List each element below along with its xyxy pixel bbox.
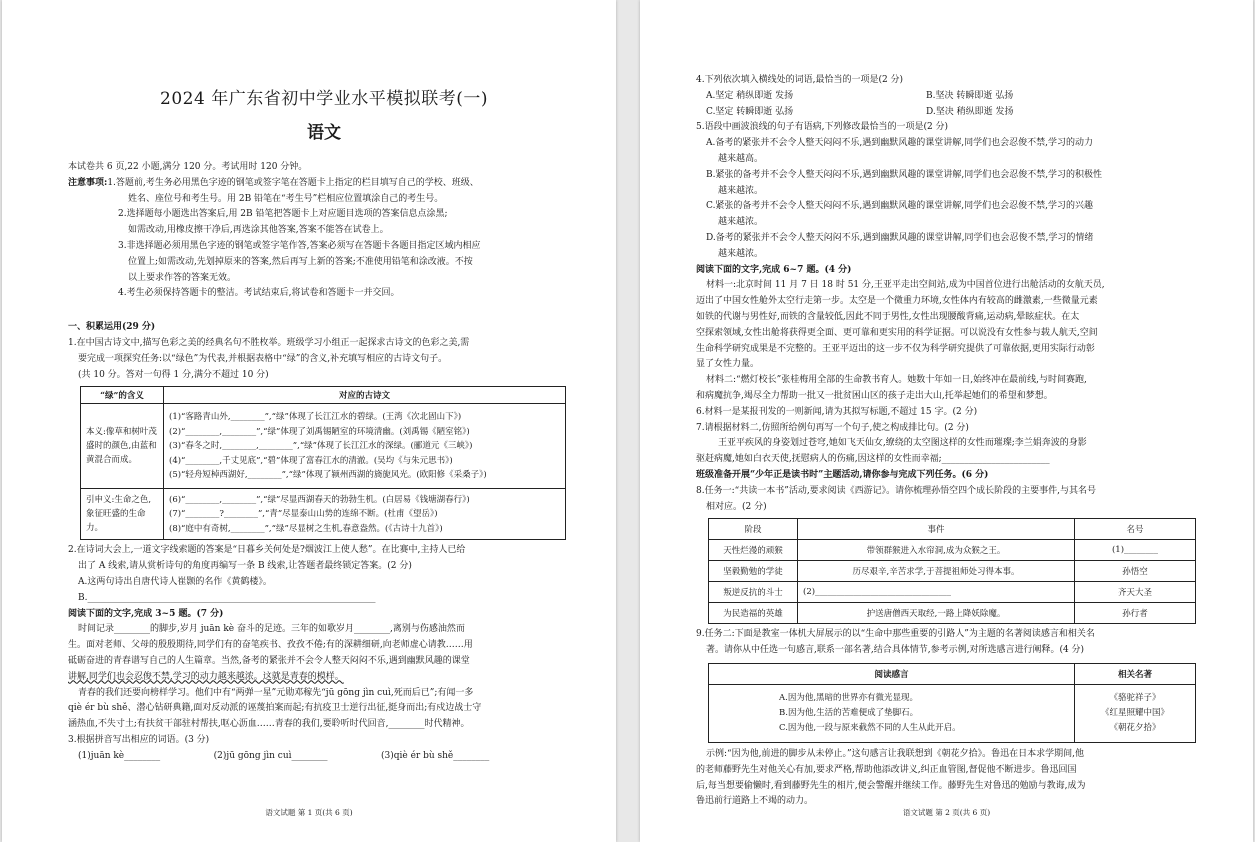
table-row: 为民造福的英雄 护送唐僧西天取经,一路上降妖除魔。 孙行者 [709, 603, 1196, 624]
example-line: 示例:“因为他,前进的脚步从未停止。”这句感言让我联想到《朝花夕拾》。鲁迅在日本求学期间,他 [706, 748, 1084, 759]
meaning-cell: 引申义:生命之色,象征旺盛的生命力。 [81, 489, 164, 540]
question-3: 3.根据拼音写出相应的词语。(3 分) [68, 734, 210, 745]
table-header: “绿”的含义 [81, 387, 164, 404]
passage-line: 涵热血,不失寸土;有扶贫干部驻村帮扶,呕心沥血……青春的我们,要聆听时代回音,________时代精神。 [68, 719, 470, 730]
material-1-line: 生命科学研究成果是不完整的。王亚平迈出的这一步不仅为科学研究提供了可靠依据,更用实际行动彰 [696, 343, 1095, 354]
q4-option-a[interactable]: A.坚定 稍纵即逝 发扬 [706, 90, 794, 101]
question-2-line: 出了 A 线索,请从赏析诗句的角度再编写一条 B 线索,让答题者最终锁定答案。(2 分) [78, 561, 412, 572]
q5-option-b[interactable]: B.紧张的备考并不会令人整天闷闷不乐,遇到幽默风趣的课堂讲解,同学们也会忍俊不禁,学习的积极性 [706, 169, 1103, 180]
section-heading: 一、积累运用(29 分) [68, 322, 156, 333]
poetry-line[interactable]: (8)“庭中有奇树,________”,“绿”尽显树之生机,春意盎然。(《古诗十九首》) [169, 523, 443, 534]
question-1: 1.在中国古诗文中,描写色彩之美的经典名句不胜枚举。班级学习小组正一起探求古诗文的色彩之美,需 [68, 337, 470, 348]
question-1-line: (共 10 分。答对一句得 1 分,满分不超过 10 分) [78, 369, 269, 380]
poetry-line[interactable]: (4)“________,千丈见底”,“碧”体现了富春江水的清澈。(吴均《与朱元思书》) [169, 455, 453, 466]
question-7: 7.请根据材料二,仿照所给例句再写一个句子,使之构成排比句。(2 分) [696, 422, 969, 433]
material-1-line: 迈出了中国女性舱外太空行走第一步。太空是一个微重力环境,女性体内有较高的雌激素,一些微量元素 [696, 296, 1098, 307]
question-9: 9.任务二:下面是教室一体机大屏展示的以“生命中那些重要的引路人”为主题的名著阅读感言和相关名 [696, 629, 1095, 640]
material-1-line: 显了女性力量。 [696, 359, 760, 370]
reading-title: 阅读下面的文字,完成 3~5 题。(7 分) [68, 608, 224, 619]
quotes-cell [709, 684, 1075, 742]
page-footer: 语文试题 第 2 页(共 6 页) [902, 808, 991, 817]
quote-b[interactable]: B.因为他,生活的苦难便成了垫脚石。 [779, 707, 919, 718]
poetry-line[interactable]: (3)“春冬之时,________,________”,“绿”体现了长江江水的深绿。(郦道元《三峡》) [169, 441, 473, 452]
notice-line: 位置上;如需改动,先划掉原来的答案,然后再写上新的答案;不准使用铅笔和涂改液。不按 [128, 256, 473, 267]
question-8-cont: 相对应。(2 分) [706, 501, 767, 512]
reflection-table [708, 663, 1196, 743]
material-2-line: 和病魔抗争,竭尽全力帮助一批又一批贫困山区的孩子走出大山,托举起她们的希望和梦想。 [696, 390, 1053, 401]
example-line: 的老师藤野先生对他关心有加,要求严格,帮助他添改讲义,纠正血管图,督促他不断进步。鲁迅回国 [696, 764, 1077, 775]
material-1-line: 空探索领域,女性出舱将获得更全面、更可靠和更实用的科学证据。可以说没有女性参与载人航天,空间 [696, 327, 1098, 338]
question-1-line: 要完成一项探究任务:以“绿色”为代表,并根据表格中“绿”的含义,补充填写相应的古诗文句子。 [78, 353, 448, 364]
exam-page-1 [2, 0, 616, 842]
intro-text: 本试卷共 6 页,22 小题,满分 120 分。考试用时 120 分钟。 [68, 162, 308, 172]
notice-line: 注意事项:1.答题前,考生务必用黑色字迹的钢笔或签字笔在答题卡上指定的栏目填写自己的学校、班级、 [68, 177, 479, 188]
q3-item[interactable]: (3)qiè ér bù shě________ [381, 750, 490, 761]
q4-option-d[interactable]: D.坚决 稍纵即逝 发扬 [926, 106, 1014, 117]
meaning-cell: 本义:像草和树叶茂盛时的颜色,由蓝和黄混合而成。 [81, 404, 164, 489]
poetry-line[interactable]: (6)“________,________”,“绿”尽显西湖春天的勃勃生机。(白居易《钱塘湖春行》) [169, 494, 470, 505]
poetry-line[interactable]: (1)“客路青山外,________”,“绿”体现了长江江水的碧绿。(王湾《次北固山下》) [169, 412, 462, 423]
table-row: 叛逆反抗的斗士 (2)________________________________ 齐天大圣 [709, 582, 1196, 603]
books-cell [1075, 684, 1196, 742]
question-6: 6.材料一是某报刊发的一则新闻,请为其拟写标题,不超过 15 字。(2 分) [696, 406, 978, 417]
notice-label: 注意事项: [68, 177, 108, 188]
notice-line: 4.考生必须保持答题卡的整洁。考试结束后,将试卷和答题卡一并交回。 [118, 288, 400, 299]
material-1-line: 材料一:北京时间 11 月 7 日 18 时 51 分,王亚平走出空间站,成为中国首位进行出舱活动的女航天员, [706, 280, 1105, 291]
quote-c[interactable]: C.因为他,一段与原来截然不同的人生从此开启。 [779, 722, 961, 733]
question-5: 5.语段中画波浪线的句子有语病,下列修改最恰当的一项是(2 分) [696, 122, 949, 133]
q5-option-line: 越来越浓。 [718, 248, 764, 259]
q5-option-d[interactable]: D.备考的紧张并不会令人整天闷闷不乐,遇到幽默风趣的课堂讲解,同学们也会忍俊不禁,学习的情绪 [706, 232, 1094, 243]
material-1-line: 如铁的代谢与男性好,而铁的含量较低,因此不同于男性,女性出现腰酸背痛,运动病,晕眩症状。在太 [696, 311, 1080, 322]
notice-line: 3.非选择题必须用黑色字迹的钢笔或签字笔作答,答案必须写在答题卡各题目指定区域内相应 [118, 240, 481, 251]
page-footer: 语文试题 第 1 页(共 6 页) [265, 808, 353, 817]
table-header: 阶段 [709, 519, 798, 540]
passage-line: 生。面对老师、父母的殷殷期待,同学们有的奋笔疾书、孜孜不倦;有的深耕细研,向老师虚心请教……用 [68, 640, 473, 651]
passage-line: 时间记录________的脚步,岁月 juān kè 奋斗的足迹。三年的如歌岁月________,离别与伤感油然而 [78, 624, 465, 635]
passage-line-wavy: 讲解,同学们也会忍俊不禁,学习的动力越来越浓。这就是青春的模样。 [68, 671, 344, 682]
question-2-option-a: A.这两句诗出自唐代诗人崔颢的名作《黄鹤楼》。 [78, 576, 272, 587]
table-header: 事件 [798, 519, 1075, 540]
question-3-items [68, 749, 580, 765]
notice-line: 以上要求作答的答案无效。 [128, 272, 237, 283]
q7-example-cont[interactable]: 驱赶病魔,她如白衣天使,抚慰病人的伤痛,因这样的女性而幸福;________________________ [696, 454, 1050, 465]
poetry-line[interactable]: (7)“________?________”,“青”尽显泰山山势的连绵不断。(杜甫《望岳》) [169, 509, 438, 520]
example-line: 鲁迅前行道路上不竭的动力。 [696, 796, 814, 807]
poetry-line[interactable]: (2)“________,________”,“绿”体现了刘禹锡陋室的环境清幽。(刘禹锡《陋室铭》) [169, 426, 470, 437]
question-8: 8.任务一:“共读一本书”活动,要求阅读《西游记》。请你梳理孙悟空四个成长阶段的主要事件,与其名号 [696, 485, 1097, 496]
reading-title: 阅读下面的文字,完成 6~7 题。(4 分) [696, 264, 852, 275]
q5-option-line: 越来越浓。 [718, 217, 764, 228]
q5-option-c[interactable]: C.紧张的备考并不会令人整天闷闷不乐,遇到幽默风趣的课堂讲解,同学们也会忍俊不禁,学习的兴趣 [706, 201, 1094, 212]
table-header: 相关名著 [1075, 663, 1196, 684]
table-header: 对应的古诗文 [164, 387, 566, 404]
q4-option-c[interactable]: C.坚定 转瞬即逝 弘扬 [706, 106, 794, 117]
poetry-table [80, 386, 566, 540]
question-2: 2.在诗词大会上,一道文字线索题的答案是“日暮乡关何处是?烟波江上使人愁”。在比赛中,主持人已给 [68, 545, 466, 556]
subject-title: 语文 [307, 123, 341, 143]
book-title: 《朝花夕拾》 [1109, 722, 1161, 733]
quote-a[interactable]: A.因为他,黑暗的世界亦有微光显现。 [779, 692, 919, 703]
book-title: 《骆驼祥子》 [1109, 692, 1161, 703]
exam-page-2 [640, 0, 1253, 842]
q7-example: 王亚平疾风的身姿划过苍穹,她如飞天仙女,缭绕的太空图这样的女性而璀璨;李兰娟奔波的身影 [718, 438, 1087, 449]
table-row: 坚毅勤勉的学徒 历尽艰辛,辛苦求学,于菩提祖师处习得本事。 孙悟空 [709, 561, 1196, 582]
table-header: 阅读感言 [709, 663, 1075, 684]
q3-item[interactable]: (2)jū gōng jìn cuì________ [213, 750, 328, 761]
material-2-line: 材料二:“燃灯校长”张桂梅用全部的生命教书育人。她数十年如一日,始终冲在最前线,与时间赛跑, [706, 375, 1087, 386]
question-9-cont: 著。请你从中任选一句感言,联系一部名著,结合具体情节,参考示例,对所选感言进行阐释。(4 分) [706, 645, 1085, 656]
book-title: 《红星照耀中国》 [1100, 707, 1169, 718]
q4-options [696, 105, 1217, 121]
activity-title: 班级准备开展“少年正是读书时”主题活动,请你参与完成下列任务。(6 分) [696, 469, 989, 480]
q5-option-line: 越来越高。 [718, 153, 764, 164]
poetry-cell [164, 489, 566, 540]
table-header: 名号 [1075, 519, 1196, 540]
notice-line: 姓名、座位号和考生号。用 2B 铅笔在“考生号”栏相应位置填涂自己的考生号。 [128, 193, 444, 204]
example-line: 后,每当想要偷懒时,看到藤野先生的相片,便会警醒并继续工作。藤野先生对鲁迅的勉励与教诲,成为 [696, 780, 1086, 791]
question-4: 4.下列依次填入横线处的词语,最恰当的一项是(2 分) [696, 75, 904, 85]
notice-line: 如需改动,用橡皮擦干净后,再选涂其他答案,答案不能答在试卷上。 [128, 225, 389, 236]
poetry-line[interactable]: (5)“轻舟短棹西湖好,________”,“绿”体现了颍州西湖的旖旎风光。(欧阳修《采桑子》) [169, 470, 487, 481]
passage-line: 砥砺奋进的青春谱写自己的人生篇章。当然,备考的紧张并不会令人整天闷闷不乐,遇到幽默风趣的课堂 [68, 655, 470, 666]
passage-line: 青春的我们还要向榜样学习。他们中有“两弹一星”元勋邓稼先“jū gōng jìn cuì,死而后已”;有闻一多 [78, 687, 474, 698]
journey-table [708, 518, 1196, 624]
question-2-option-b[interactable]: B.________________________________________________________________ [78, 592, 376, 603]
q5-option-a[interactable]: A.备考的紧张并不会令人整天闷闷不乐,遇到幽默风趣的课堂讲解,同学们也会忍俊不禁,学习的动力 [706, 138, 1093, 149]
passage-line: qiè ér bù shě、潜心钻研典籍,面对反动派的诬蔑拍案而起;有抗疫卫士逆行出征,挺身而出;有戍边战士守 [68, 703, 482, 714]
q3-item[interactable]: (1)juān kè________ [78, 750, 161, 761]
notice-line: 2.选择题每小题选出答案后,用 2B 铅笔把答题卡上对应题目选项的答案信息点涂黑; [118, 209, 448, 220]
exam-title: 2024 年广东省初中学业水平模拟联考(一) [160, 89, 488, 109]
q4-options [696, 89, 1217, 105]
q4-option-b[interactable]: B.坚决 转瞬即逝 弘扬 [926, 90, 1014, 101]
table-row: 天性烂漫的顽猴 带领群猴进入水帘洞,成为众猴之王。 (1)________ [709, 540, 1196, 561]
q5-option-line: 越来越浓。 [718, 185, 764, 196]
poetry-cell [164, 404, 566, 489]
